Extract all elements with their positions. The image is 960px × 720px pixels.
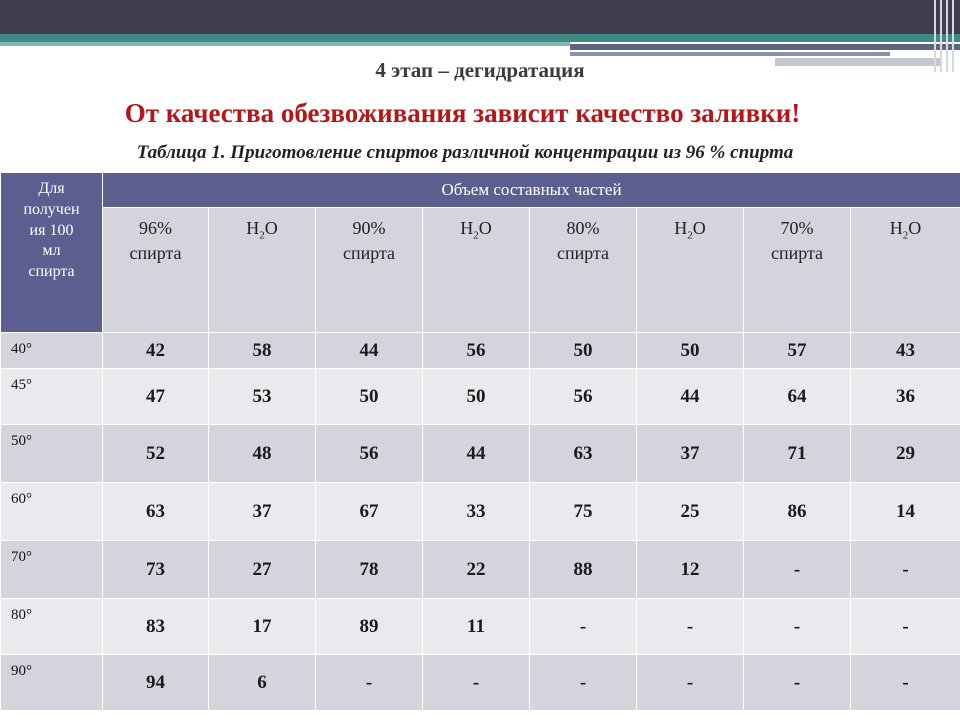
slate-decor-bar-thin — [570, 52, 890, 56]
row-label: 60° — [1, 483, 103, 541]
table-cell: 88 — [530, 541, 637, 599]
table-cell: 27 — [209, 541, 316, 599]
teal-decor-line — [0, 34, 960, 42]
table-cell: - — [423, 655, 530, 711]
top-header: Объем составных частей — [103, 173, 960, 208]
table-cell: - — [316, 655, 423, 711]
table-cell: 64 — [744, 369, 851, 425]
table-cell: 56 — [423, 333, 530, 369]
table-cell: 44 — [316, 333, 423, 369]
column-header-spirit: 96% спирта — [103, 208, 209, 333]
top-decor-band — [0, 0, 960, 34]
table-cell: - — [637, 599, 744, 655]
column-header-water: $H_2O$ — [209, 208, 316, 333]
stage-title: 4 этап – дегидратация — [375, 58, 585, 82]
table-cell: - — [851, 599, 960, 655]
row-label: 80° — [1, 599, 103, 655]
table-cell: 52 — [103, 425, 209, 483]
table-cell: 12 — [637, 541, 744, 599]
table-cell: - — [744, 541, 851, 599]
table-row — [1, 369, 960, 425]
table-cell: 78 — [316, 541, 423, 599]
table-cell: 83 — [103, 599, 209, 655]
table-cell: 50 — [530, 333, 637, 369]
table-cell: 73 — [103, 541, 209, 599]
table-cell: - — [637, 655, 744, 711]
table-cell: 63 — [530, 425, 637, 483]
table-cell: - — [851, 541, 960, 599]
table-row — [1, 483, 960, 541]
table-cell: 56 — [316, 425, 423, 483]
slate-decor-bar — [570, 44, 960, 50]
side-header: Для получен ия 100 мл спирта — [1, 173, 103, 333]
row-label: 70° — [1, 541, 103, 599]
table-cell: 50 — [423, 369, 530, 425]
table-cell: 71 — [744, 425, 851, 483]
table-cell: 44 — [423, 425, 530, 483]
table-row — [1, 333, 960, 369]
column-header-spirit: 90% спирта — [316, 208, 423, 333]
table-cell: 22 — [423, 541, 530, 599]
table-cell: 42 — [103, 333, 209, 369]
table-cell: 11 — [423, 599, 530, 655]
row-label: 45° — [1, 369, 103, 425]
table-cell: 25 — [637, 483, 744, 541]
table-cell: 44 — [637, 369, 744, 425]
table-cell: - — [851, 655, 960, 711]
table-caption: Таблица 1. Приготовление спиртов различной концентрации из 96 % спирта — [136, 142, 794, 163]
table-cell: 29 — [851, 425, 960, 483]
table-cell: 17 — [209, 599, 316, 655]
column-header-spirit: 70% спирта — [744, 208, 851, 333]
table-row — [1, 425, 960, 483]
table-cell: - — [744, 655, 851, 711]
table-cell: - — [530, 655, 637, 711]
column-header-water: $H_2O$ — [637, 208, 744, 333]
table-cell: 53 — [209, 369, 316, 425]
table-cell: 6 — [209, 655, 316, 711]
table-cell: 56 — [530, 369, 637, 425]
table-cell: 57 — [744, 333, 851, 369]
table-cell: 33 — [423, 483, 530, 541]
table-cell: 37 — [637, 425, 744, 483]
teal-decor-line-thin — [0, 42, 570, 46]
table-cell: 67 — [316, 483, 423, 541]
table-cell: - — [530, 599, 637, 655]
table-cell: 47 — [103, 369, 209, 425]
table-cell: - — [744, 599, 851, 655]
column-header-water: $H_2O$ — [851, 208, 960, 333]
column-header-spirit: 80% спирта — [530, 208, 637, 333]
table-cell: 50 — [637, 333, 744, 369]
table-cell: 50 — [316, 369, 423, 425]
table-cell: 37 — [209, 483, 316, 541]
row-label: 90° — [1, 655, 103, 711]
table-cell: 63 — [103, 483, 209, 541]
column-header-water: $H_2O$ — [423, 208, 530, 333]
table-row — [1, 655, 960, 711]
headline: От качества обезвоживания зависит качество заливки! — [124, 98, 801, 128]
table-cell: 14 — [851, 483, 960, 541]
table-cell: 89 — [316, 599, 423, 655]
dilution-table — [0, 172, 960, 711]
table-row — [1, 541, 960, 599]
row-label: 40° — [1, 333, 103, 369]
table-cell: 48 — [209, 425, 316, 483]
table-row — [1, 599, 960, 655]
table-cell: 75 — [530, 483, 637, 541]
table-cell: 94 — [103, 655, 209, 711]
table-cell: 58 — [209, 333, 316, 369]
table-cell: 43 — [851, 333, 960, 369]
table-cell: 86 — [744, 483, 851, 541]
table-cell: 36 — [851, 369, 960, 425]
row-label: 50° — [1, 425, 103, 483]
